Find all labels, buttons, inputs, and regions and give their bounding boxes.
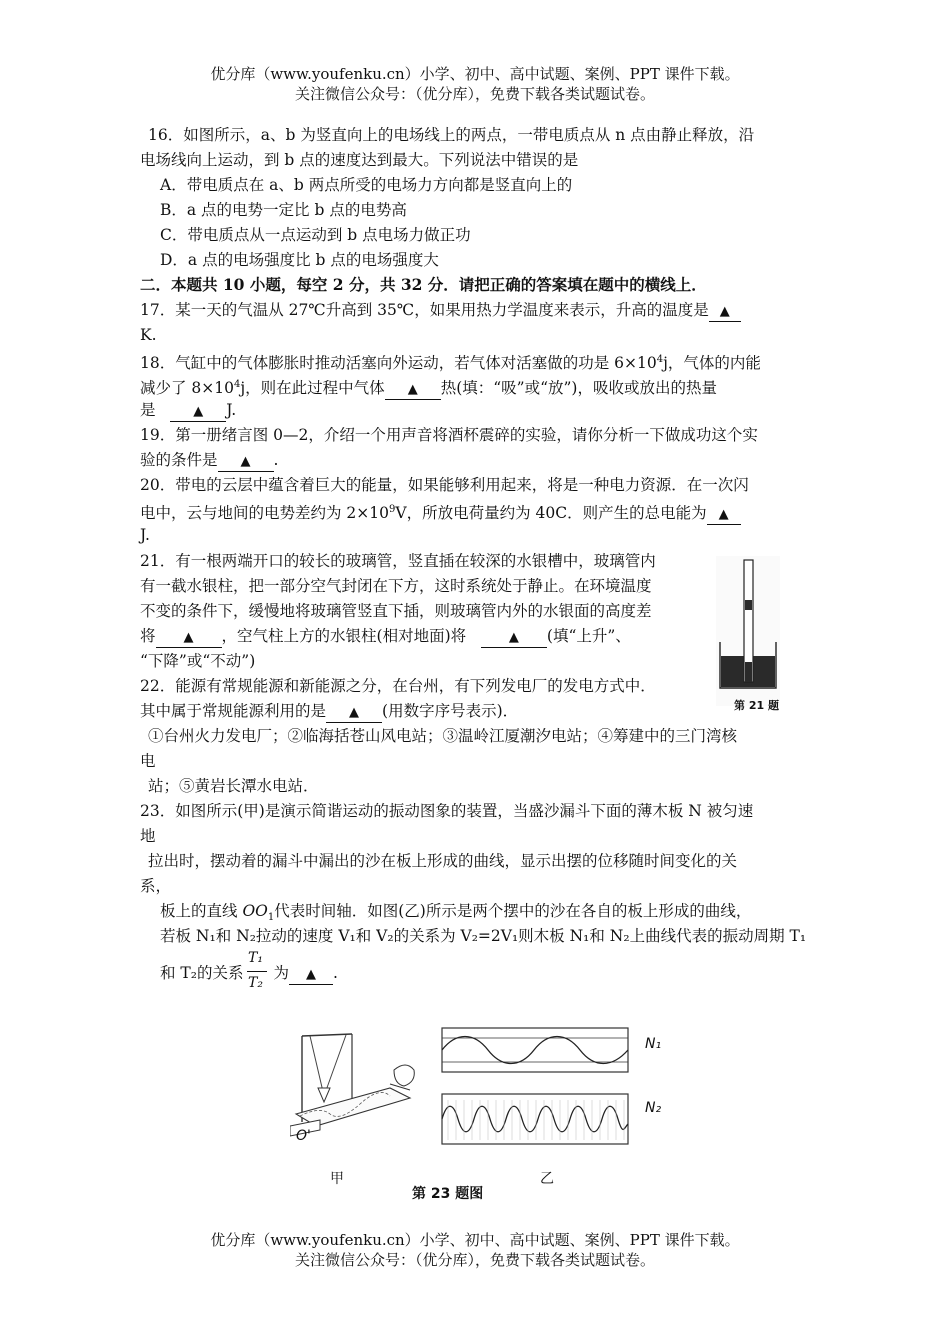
q23-fraction-numerator: T₁ — [248, 950, 263, 966]
q18-exponent-2: 4 — [234, 379, 241, 390]
q20-line-2 — [140, 499, 741, 525]
q21-line-5: “下降”或“不动”) — [140, 652, 256, 670]
figure-21-caption: 第 21 题 — [734, 699, 779, 712]
q18-line-2 — [140, 374, 717, 400]
q19-text-2b: . — [273, 451, 279, 469]
q20-line-3: J. — [140, 526, 150, 544]
q23-line-4: 系， — [140, 877, 172, 895]
q20-text-2b: V，所放电荷量约为 40C．则产生的总电能为 — [395, 504, 707, 523]
q23-fraction-bar — [247, 971, 267, 972]
q17-line-1 — [140, 299, 741, 322]
q19-answer-blank[interactable] — [218, 451, 274, 472]
q17-text: 17．某一天的气温从 27℃升高到 35℃，如果用热力学温度来表示，升高的温度是 — [140, 301, 709, 319]
q23-line-3: 拉出时，摆动着的漏斗中漏出的沙在板上形成的曲线，显示出摆的位移随时间变化的关 — [148, 852, 738, 870]
q18-text-1a: 18．气缸中的气体膨胀时推动活塞向外运动，若气体对活塞做的功是 6×10 — [140, 354, 657, 373]
q18-text-2a: 减少了 8×10 — [140, 379, 234, 398]
q21-height-diff-blank[interactable] — [156, 627, 222, 648]
figure-23-pendulum-apparatus — [290, 1026, 430, 1154]
q23-fraction-denominator: T₂ — [248, 975, 263, 991]
q20-line-1: 20．带电的云层中蕴含着巨大的能量，如果能够利用起来，将是一种电力资源．在一次闪 — [140, 476, 749, 494]
q18-heat-blank[interactable] — [170, 401, 226, 422]
q18-text-2c: 热(填：“吸”或“放”)，吸收或放出的热量 — [440, 379, 717, 398]
figure-23-o-label: O' — [296, 1128, 311, 1144]
figure-23-jia-label: 甲 — [330, 1171, 344, 1187]
q19-line-2 — [140, 449, 278, 472]
q23-oo-subscript: 1 — [267, 912, 275, 924]
q19-text-2a: 验的条件是 — [140, 451, 218, 469]
q16-stem-2: 电场线向上运动，到 b 点的速度达到最大。下列说法中错误的是 — [140, 151, 579, 169]
figure-23-n1-label: N₁ — [645, 1036, 662, 1052]
answer-marker: ▲ — [240, 454, 251, 469]
answer-marker: ▲ — [508, 630, 519, 645]
q22-text-2b: (用数字序号表示)． — [382, 702, 519, 720]
q23-text-5b: 代表时间轴．如图(乙)所示是两个摆中的沙在各自的板上形成的曲线， — [274, 902, 752, 920]
q17-answer-blank[interactable] — [709, 301, 741, 322]
figure-23-yi-label: 乙 — [540, 1171, 554, 1187]
q21-line-1: 21．有一根两端开口的较长的玻璃管，竖直插在较深的水银槽中，玻璃管内 — [140, 552, 656, 570]
q23-text-5a: 板上的直线 — [160, 902, 238, 920]
answer-marker: ▲ — [719, 304, 730, 319]
q19-line-1: 19．第一册绪言图 0—2，介绍一个用声音将酒杯震碎的实验，请你分析一下做成功这个实 — [140, 426, 758, 444]
q20-text-2a: 电中，云与地间的电势差约为 2×10 — [140, 504, 390, 523]
q22-line-3: ①台州火力发电厂；②临海括苍山风电站；③温岭江厦潮汐电站；④筹建中的三门湾核 — [148, 727, 738, 745]
answer-marker: ▲ — [349, 705, 360, 720]
q21-mercury-column-blank[interactable] — [481, 627, 547, 648]
header-line-2: 关注微信公众号：（优分库），免费下载各类试题试卷。 — [294, 85, 655, 103]
figure-23-n2-label: N₂ — [645, 1100, 662, 1116]
q18-exponent-1: 4 — [656, 354, 664, 365]
q23-line-6: 若板 N₁和 N₂拉动的速度 V₁和 V₂的关系为 V₂=2V₁则木板 N₁和 N₂上曲线代表的振动周期 T₁ — [160, 927, 807, 945]
header-line-1: 优分库（www.youfenku.cn）小学、初中、高中试题、案例、PPT 课件下载。 — [210, 65, 740, 83]
answer-marker: ▲ — [407, 382, 418, 398]
q22-line-5: 站；⑤黄岩长潭水电站． — [148, 777, 319, 795]
q18-text-3b: J. — [226, 401, 237, 419]
answer-marker: ▲ — [718, 507, 729, 523]
answer-marker: ▲ — [193, 404, 204, 419]
q22-answer-blank[interactable] — [326, 702, 382, 723]
q23-text-7b: 为 — [273, 964, 289, 982]
q18-absorb-release-blank[interactable] — [385, 379, 441, 400]
q16-stem-1: 16．如图所示，a、b 为竖直向上的电场线上的两点，一带电质点从 n 点由静止释放，沿 — [148, 126, 755, 144]
q18-text-3a: 是 — [140, 401, 156, 419]
q22-text-2a: 其中属于常规能源利用的是 — [140, 702, 327, 720]
q21-text-4b: ，空气柱上方的水银柱(相对地面)将 — [221, 627, 467, 645]
figure-23-caption: 第 23 题图 — [412, 1186, 484, 1202]
footer-line-2: 关注微信公众号：（优分库），免费下载各类试题试卷。 — [294, 1251, 655, 1269]
answer-marker: ▲ — [183, 630, 194, 645]
q18-text-1b: j，气体的内能 — [663, 354, 761, 373]
q16-option-a: A．带电质点在 a、b 两点所受的电场力方向都是竖直向上的 — [160, 176, 573, 194]
q20-exponent: 9 — [389, 504, 396, 515]
q16-option-d: D．a 点的电场强度比 b 点的电场强度大 — [160, 251, 439, 269]
q23-text-7a: 和 T₂的关系 — [160, 964, 244, 982]
q20-answer-blank[interactable] — [707, 504, 741, 525]
q21-line-4 — [140, 625, 631, 648]
section-2-heading: 二．本题共 10 小题，每空 2 分，共 32 分．请把正确的答案填在题中的横线上． — [140, 275, 707, 294]
figure-21-mercury-tube — [716, 556, 780, 706]
q18-line-1 — [140, 349, 761, 374]
q21-line-2: 有一截水银柱，把一部分空气封闭在下方，这时系统处于静止。在环境温度 — [140, 577, 652, 595]
q23-answer-blank[interactable] — [289, 964, 333, 985]
q21-line-3: 不变的条件下，缓慢地将玻璃管竖直下插，则玻璃管内外的水银面的高度差 — [140, 602, 652, 620]
q16-option-b: B．a 点的电势一定比 b 点的电势高 — [160, 201, 407, 219]
figure-23-sand-curves — [436, 1024, 636, 1154]
q21-text-4a: 将 — [140, 627, 156, 645]
q18-text-2b: j，则在此过程中气体 — [240, 379, 385, 398]
q23-text-7c: . — [333, 964, 338, 982]
footer-line-1: 优分库（www.youfenku.cn）小学、初中、高中试题、案例、PPT 课件下载。 — [210, 1231, 740, 1249]
q16-option-c: C．带电质点从一点运动到 b 点电场力做正功 — [160, 226, 471, 244]
q23-line-2: 地 — [140, 827, 156, 845]
q23-line-1: 23．如图所示(甲)是演示简谐运动的振动图象的装置，当盛沙漏斗下面的薄木板 N 被匀速 — [140, 802, 754, 820]
q18-line-3 — [140, 399, 236, 422]
answer-marker: ▲ — [306, 967, 316, 982]
q22-line-4: 电 — [140, 752, 156, 770]
q22-line-2 — [140, 700, 518, 723]
q17-line-2: K. — [140, 326, 157, 344]
q22-line-1: 22．能源有常规能源和新能源之分，在台州，有下列发电厂的发电方式中． — [140, 677, 656, 695]
q23-oo-symbol: OO — [242, 902, 268, 920]
q21-text-4c: (填“上升”、 — [546, 627, 631, 645]
